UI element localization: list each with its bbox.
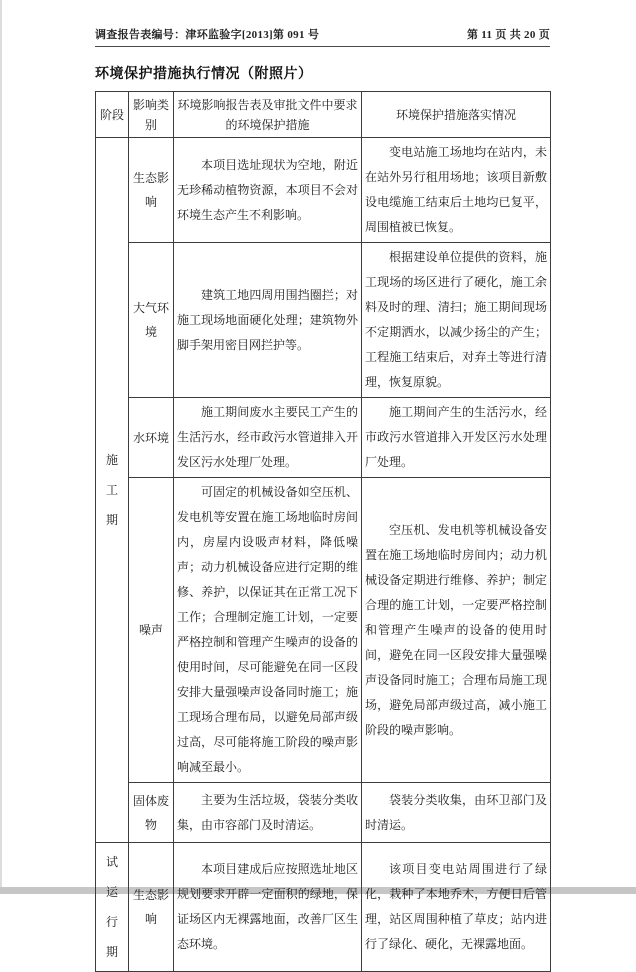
- category-cell: 噪声: [129, 478, 174, 783]
- page-number: 第 11 页 共 20 页: [466, 29, 550, 41]
- report-number: 调查报告表编号：津环监验字[2013]第 091 号: [95, 29, 320, 41]
- required-measure-text: 建筑工地四周用围挡圈拦；对施工现场地面硬化处理；建筑物外脚手架用密目网拦护等。: [177, 287, 358, 352]
- table-row: [96, 783, 551, 843]
- category-cell: 水环境: [129, 398, 174, 478]
- table-row: [96, 398, 551, 478]
- actual-measure-text: 袋装分类收集，由环卫部门及时清运。: [365, 792, 547, 832]
- required-measure-text: 本项目选址现状为空地，附近无珍稀动植物资源，本项目不会对环境生态产生不利影响。: [177, 157, 358, 222]
- category-cell: 大气环境: [129, 243, 174, 398]
- actual-measure-cell: [362, 478, 551, 783]
- actual-measure-cell: [362, 783, 551, 843]
- required-measure-text: 主要为生活垃圾，袋装分类收集，由市容部门及时清运。: [177, 792, 358, 832]
- required-measure-text: 可固定的机械设备如空压机、发电机等安置在施工场地临时房间内，房屋内设吸声材料，降低噪声；动力机械设备应进行定期的维修、养护，以保证其在正常工况下工作；合理制定施工计划，一定要严格控制和管理产生噪声的设备的使用时间，尽可能避免在同一区段安排大量强噪声设备同时施工；施工现场合理布局，以避免局部声级过高，尽可能将施工阶段的噪声影响减至最小。: [177, 485, 358, 774]
- table-row: [96, 138, 551, 243]
- actual-measure-cell: [362, 398, 551, 478]
- col-header-actual: 环境保护措施落实情况: [362, 92, 551, 138]
- category-cell: 生态影响: [129, 138, 174, 243]
- actual-measure-text: 根据建设单位提供的资料，施工现场的场区进行了硬化，施工余料及时的理、清扫；施工期间现场不定期洒水，以减少扬尘的产生；工程施工结束后，对弃土等进行清理，恢复原貌。: [365, 250, 547, 389]
- actual-measure-cell: [362, 138, 551, 243]
- table-row: [96, 243, 551, 398]
- col-header-required: 环境影响报告表及审批文件中要求的环境保护措施: [174, 92, 362, 138]
- required-measure-cell: [174, 843, 362, 972]
- col-header-category: 影响类别: [129, 92, 174, 138]
- col-header-stage: 阶段: [96, 92, 129, 138]
- actual-measure-text: 变电站施工场地均在站内，未在站外另行租用场地；该项目新敷设电缆施工结束后土地均已复平，周围植被已恢复。: [365, 145, 547, 234]
- category-cell: 固体废物: [129, 783, 174, 843]
- page-header: [95, 0, 550, 47]
- stage-label: 试运行期: [106, 855, 119, 959]
- scan-edge-left: [0, 0, 2, 894]
- required-measure-cell: [174, 138, 362, 243]
- actual-measure-cell: [362, 243, 551, 398]
- page-content: [95, 0, 550, 972]
- actual-measure-cell: [362, 843, 551, 972]
- table-row: [96, 843, 551, 972]
- stage-label: 施工期: [106, 453, 119, 527]
- category-cell: 生态影响: [129, 843, 174, 972]
- required-measure-text: 施工期间废水主要民工产生的生活污水，经市政污水管道排入开发区污水处理厂处理。: [177, 405, 358, 469]
- stage-construction: [96, 138, 129, 843]
- actual-measure-text: 空压机、发电机等机械设备安置在施工场地临时房间内；动力机械设备定期进行维修、养护；制定合理的施工计划，一定要严格控制和管理产生噪声的设备的使用时间，避免在同一区段安排大量强噪声设备同时施工；合理布局施工现场，避免局部声级过高，减小施工阶段的噪声影响。: [365, 522, 547, 737]
- stage-trial-operation: [96, 843, 129, 972]
- required-measure-cell: [174, 783, 362, 843]
- table-row: [96, 478, 551, 783]
- actual-measure-text: 该项目变电站周围进行了绿化，栽种了本地乔木，方便日后管理，站区周围种植了草皮；站内进行了绿化、硬化，无裸露地面。: [365, 862, 547, 951]
- required-measure-cell: [174, 478, 362, 783]
- table-header-row: [96, 92, 551, 138]
- page-title: 环境保护措施执行情况（附照片）: [95, 67, 313, 82]
- measures-table: [95, 91, 551, 972]
- actual-measure-text: 施工期间产生的生活污水，经市政污水管道排入开发区污水处理厂处理。: [365, 405, 547, 469]
- required-measure-cell: [174, 243, 362, 398]
- required-measure-cell: [174, 398, 362, 478]
- required-measure-text: 本项目建成后应按照选址地区规划要求开辟一定面积的绿地，保证场区内无裸露地面，改善厂区生态环境。: [177, 862, 358, 951]
